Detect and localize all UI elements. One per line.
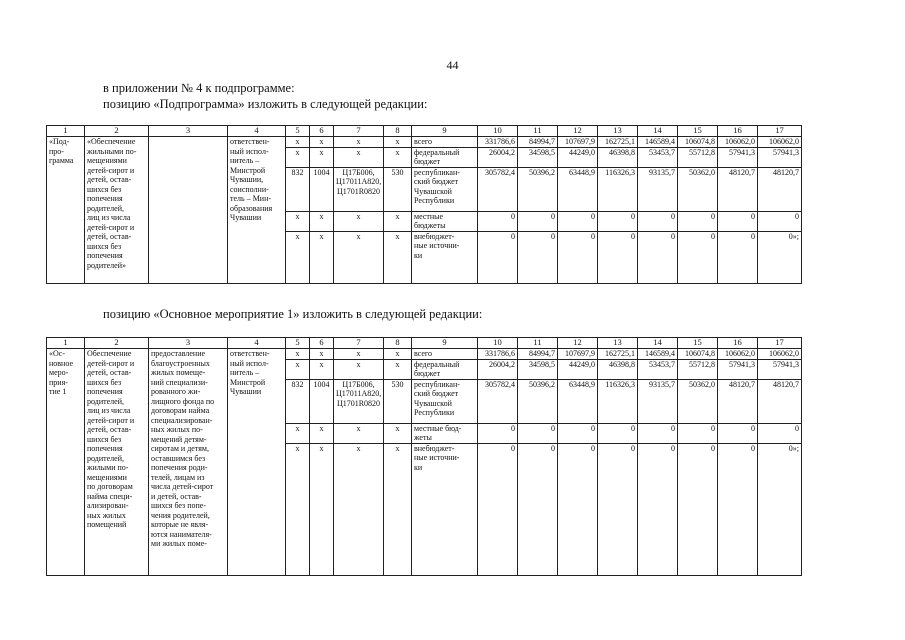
year-amount-cell: 0: [678, 443, 718, 575]
year-amount-cell: 84994,7: [518, 349, 558, 360]
expense-type-cell: x: [384, 423, 412, 443]
section-code-cell: 1004: [310, 167, 334, 211]
year-amount-cell: 44249,0: [558, 147, 598, 167]
year-amount-cell: 0: [638, 211, 678, 231]
column-number: 15: [678, 338, 718, 349]
column-number: 12: [558, 338, 598, 349]
column-number: 17: [758, 126, 802, 137]
year-amount-cell: 0: [598, 231, 638, 283]
section-code-cell: 1004: [310, 379, 334, 423]
responsible-executor-cell: ответствен- ный испол- нитель – Минстрой Чувашии: [228, 349, 286, 576]
admin-code-cell: x: [286, 423, 310, 443]
target-item-code-cell: Ц17Б006, Ц17011А820, Ц1701R0820: [334, 379, 384, 423]
year-amount-cell: 0: [718, 211, 758, 231]
column-number: 5: [286, 126, 310, 137]
year-amount-cell: 0: [758, 211, 802, 231]
admin-code-cell: x: [286, 147, 310, 167]
year-amount-cell: 48120,7: [718, 167, 758, 211]
year-amount-cell: 116326,3: [598, 379, 638, 423]
expense-type-cell: x: [384, 443, 412, 575]
year-amount-cell: 0: [598, 211, 638, 231]
section-code-cell: x: [310, 137, 334, 148]
column-number: 5: [286, 338, 310, 349]
expense-type-cell: x: [384, 147, 412, 167]
year-amount-cell: 63448,9: [558, 379, 598, 423]
column-number: 17: [758, 338, 802, 349]
target-item-code-cell: x: [334, 443, 384, 575]
target-item-code-cell: x: [334, 211, 384, 231]
target-item-code-cell: x: [334, 147, 384, 167]
year-amount-cell: 0: [478, 211, 518, 231]
section-code-cell: x: [310, 359, 334, 379]
year-amount-cell: 331786,6: [478, 349, 518, 360]
admin-code-cell: x: [286, 443, 310, 575]
year-amount-cell: 57941,3: [718, 359, 758, 379]
year-amount-cell: 44249,0: [558, 359, 598, 379]
section-code-cell: x: [310, 211, 334, 231]
year-amount-cell: 107697,9: [558, 137, 598, 148]
year-amount-cell: 0»;: [758, 231, 802, 283]
program-description-cell: [149, 137, 228, 284]
column-number: 3: [149, 126, 228, 137]
column-number: 10: [478, 126, 518, 137]
column-number: 8: [384, 338, 412, 349]
funding-source-cell: республикан- ский бюджет Чувашской Республики: [412, 379, 478, 423]
responsible-executor-cell: ответствен- ный испол- нитель – Минстрой Чувашии, соисполни- тель – Мин- образования Чувашии: [228, 137, 286, 284]
year-amount-cell: 50362,0: [678, 379, 718, 423]
year-amount-cell: 93135,7: [638, 379, 678, 423]
year-amount-cell: 0: [638, 423, 678, 443]
year-amount-cell: 0: [718, 443, 758, 575]
section-code-cell: x: [310, 423, 334, 443]
intro-line-1: в приложении № 4 к подпрограмме:: [103, 81, 295, 95]
year-amount-cell: 0: [558, 211, 598, 231]
funding-source-cell: федеральный бюджет: [412, 147, 478, 167]
section-code-cell: x: [310, 443, 334, 575]
column-number: 15: [678, 126, 718, 137]
year-amount-cell: 0: [478, 231, 518, 283]
column-number: 2: [85, 126, 149, 137]
column-number: 7: [334, 126, 384, 137]
column-number-row: [47, 126, 802, 137]
year-amount-cell: 0: [518, 231, 558, 283]
column-number: 4: [228, 126, 286, 137]
year-amount-cell: 0»;: [758, 443, 802, 575]
funding-source-cell: федеральный бюджет: [412, 359, 478, 379]
column-number: 12: [558, 126, 598, 137]
table-row: [47, 349, 802, 360]
intro-line-2: позицию «Подпрограмма» изложить в следующей редакции:: [103, 97, 428, 111]
column-number: 14: [638, 126, 678, 137]
column-number: 9: [412, 338, 478, 349]
year-amount-cell: 93135,7: [638, 167, 678, 211]
column-number: 10: [478, 338, 518, 349]
year-amount-cell: 162725,1: [598, 137, 638, 148]
year-amount-cell: 162725,1: [598, 349, 638, 360]
column-number: 16: [718, 126, 758, 137]
expense-type-cell: 530: [384, 167, 412, 211]
year-amount-cell: 53453,7: [638, 147, 678, 167]
expense-type-cell: x: [384, 349, 412, 360]
year-amount-cell: 0: [518, 423, 558, 443]
year-amount-cell: 0: [638, 231, 678, 283]
year-amount-cell: 0: [598, 423, 638, 443]
year-amount-cell: 106074,8: [678, 349, 718, 360]
section-code-cell: x: [310, 147, 334, 167]
column-number: 11: [518, 126, 558, 137]
year-amount-cell: 116326,3: [598, 167, 638, 211]
year-amount-cell: 0: [678, 423, 718, 443]
year-amount-cell: 146589,4: [638, 137, 678, 148]
section-code-cell: x: [310, 349, 334, 360]
year-amount-cell: 0: [758, 423, 802, 443]
main-activity-table: [46, 337, 802, 576]
year-amount-cell: 34598,5: [518, 147, 558, 167]
year-amount-cell: 0: [478, 423, 518, 443]
program-title-cell: Обеспечение детей-сирот и детей, остав- шихся без попечения родителей, лиц из числа детей-сирот и детей, остав- шихся без попечения родителей, жилыми по- мещениями по договорам найма специ- ализирован- ных жилых помещений: [85, 349, 149, 576]
year-amount-cell: 305782,4: [478, 167, 518, 211]
year-amount-cell: 0: [678, 231, 718, 283]
column-number: 6: [310, 338, 334, 349]
column-number: 4: [228, 338, 286, 349]
year-amount-cell: 331786,6: [478, 137, 518, 148]
subprogram-table: [46, 125, 802, 284]
funding-source-cell: местные бюд- жеты: [412, 423, 478, 443]
year-amount-cell: 146589,4: [638, 349, 678, 360]
year-amount-cell: 84994,7: [518, 137, 558, 148]
funding-source-cell: местные бюджеты: [412, 211, 478, 231]
expense-type-cell: x: [384, 231, 412, 283]
year-amount-cell: 57941,3: [758, 359, 802, 379]
year-amount-cell: 48120,7: [718, 379, 758, 423]
year-amount-cell: 0: [638, 443, 678, 575]
funding-source-cell: всего: [412, 349, 478, 360]
year-amount-cell: 106062,0: [758, 137, 802, 148]
year-amount-cell: 26004,2: [478, 147, 518, 167]
year-amount-cell: 26004,2: [478, 359, 518, 379]
expense-type-cell: x: [384, 137, 412, 148]
program-name-cell: «Ос- новное меро- прия- тие 1: [47, 349, 85, 576]
section-2-heading: позицию «Основное мероприятие 1» изложить в следующей редакции:: [103, 307, 483, 321]
year-amount-cell: 63448,9: [558, 167, 598, 211]
year-amount-cell: 55712,8: [678, 359, 718, 379]
admin-code-cell: 832: [286, 167, 310, 211]
year-amount-cell: 106062,0: [718, 349, 758, 360]
year-amount-cell: 0: [718, 423, 758, 443]
year-amount-cell: 50396,2: [518, 167, 558, 211]
year-amount-cell: 55712,8: [678, 147, 718, 167]
column-number: 11: [518, 338, 558, 349]
target-item-code-cell: x: [334, 359, 384, 379]
admin-code-cell: x: [286, 211, 310, 231]
target-item-code-cell: x: [334, 137, 384, 148]
column-number: 13: [598, 126, 638, 137]
column-number: 6: [310, 126, 334, 137]
column-number: 9: [412, 126, 478, 137]
year-amount-cell: 0: [678, 211, 718, 231]
year-amount-cell: 0: [558, 423, 598, 443]
year-amount-cell: 0: [718, 231, 758, 283]
column-number: 16: [718, 338, 758, 349]
expense-type-cell: x: [384, 211, 412, 231]
column-number: 3: [149, 338, 228, 349]
funding-source-cell: внебюджет- ные источни- ки: [412, 443, 478, 575]
column-number-row: [47, 338, 802, 349]
year-amount-cell: 106062,0: [758, 349, 802, 360]
column-number: 2: [85, 338, 149, 349]
year-amount-cell: 53453,7: [638, 359, 678, 379]
admin-code-cell: x: [286, 137, 310, 148]
admin-code-cell: 832: [286, 379, 310, 423]
section-code-cell: x: [310, 231, 334, 283]
page-number: 44: [446, 58, 459, 72]
year-amount-cell: 48120,7: [758, 379, 802, 423]
year-amount-cell: 305782,4: [478, 379, 518, 423]
column-number: 1: [47, 338, 85, 349]
year-amount-cell: 46398,8: [598, 359, 638, 379]
year-amount-cell: 0: [518, 443, 558, 575]
year-amount-cell: 50396,2: [518, 379, 558, 423]
funding-source-cell: внебюджет- ные источни- ки: [412, 231, 478, 283]
program-description-cell: предоставление благоустроенных жилых помеще- ний специализи- рованного жи- лищного фонда по договорам найма специализирован- ных жилых по- мещений детям- сиротам и детям, оставшимся без попечения роди- телей, лицам из числа детей-сирот и детей, остав- шихся без попе- чения родителей, которые не явля- ются нанимателя- ми жилых поме-: [149, 349, 228, 576]
admin-code-cell: x: [286, 359, 310, 379]
expense-type-cell: 530: [384, 379, 412, 423]
column-number: 7: [334, 338, 384, 349]
year-amount-cell: 107697,9: [558, 349, 598, 360]
intro-text: [103, 80, 427, 112]
year-amount-cell: 0: [478, 443, 518, 575]
target-item-code-cell: Ц17Б006, Ц17011А820, Ц1701R0820: [334, 167, 384, 211]
admin-code-cell: x: [286, 231, 310, 283]
admin-code-cell: x: [286, 349, 310, 360]
column-number: 8: [384, 126, 412, 137]
year-amount-cell: 48120,7: [758, 167, 802, 211]
funding-source-cell: республикан- ский бюджет Чувашской Республики: [412, 167, 478, 211]
year-amount-cell: 0: [558, 231, 598, 283]
target-item-code-cell: x: [334, 349, 384, 360]
year-amount-cell: 57941,3: [758, 147, 802, 167]
year-amount-cell: 0: [518, 211, 558, 231]
year-amount-cell: 46398,8: [598, 147, 638, 167]
column-number: 14: [638, 338, 678, 349]
expense-type-cell: x: [384, 359, 412, 379]
target-item-code-cell: x: [334, 231, 384, 283]
year-amount-cell: 57941,3: [718, 147, 758, 167]
column-number: 1: [47, 126, 85, 137]
year-amount-cell: 106074,8: [678, 137, 718, 148]
table-row: [47, 137, 802, 148]
year-amount-cell: 0: [558, 443, 598, 575]
year-amount-cell: 0: [598, 443, 638, 575]
column-number: 13: [598, 338, 638, 349]
target-item-code-cell: x: [334, 423, 384, 443]
program-title-cell: «Обеспечение жильными по- мещениями детей-сирот и детей, остав- шихся без попечения родителей, лиц из числа детей-сирот и детей, остав- шихся без попечения родителей»: [85, 137, 149, 284]
year-amount-cell: 34598,5: [518, 359, 558, 379]
program-name-cell: «Под- про- грамма: [47, 137, 85, 284]
year-amount-cell: 50362,0: [678, 167, 718, 211]
funding-source-cell: всего: [412, 137, 478, 148]
year-amount-cell: 106062,0: [718, 137, 758, 148]
